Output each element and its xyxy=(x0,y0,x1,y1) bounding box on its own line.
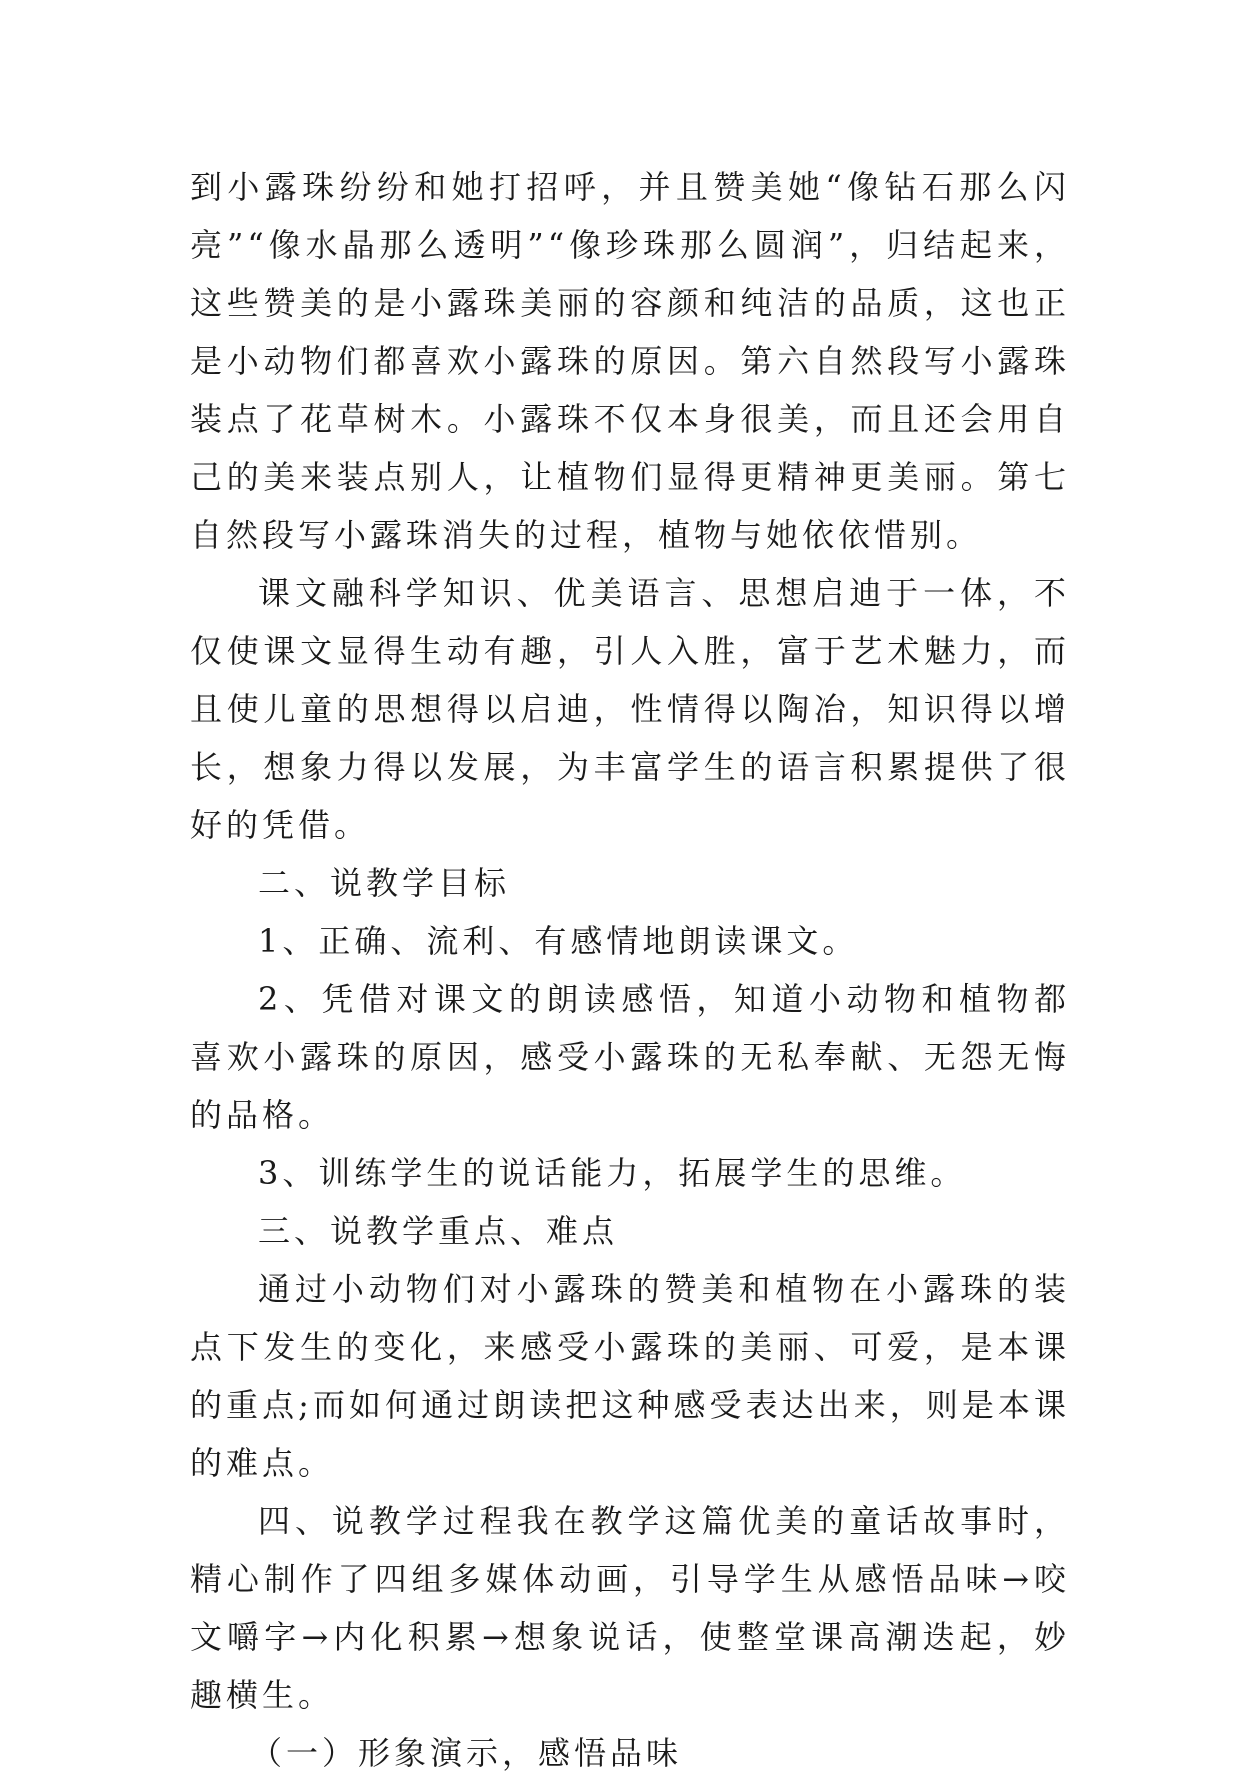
subsection-heading-1: （一）形象演示，感悟品味 xyxy=(250,1734,683,1772)
paragraph-teaching-process: 四、说教学过程我在教学这篇优美的童话故事时，精心制作了四组多媒体动画，引导学生从感悟品味→咬文嚼字→内化积累→想象说话，使整堂课高潮迭起，妙趣横生。 xyxy=(190,1502,1070,1714)
paragraph-key-points: 通过小动物们对小露珠的赞美和植物在小露珠的装点下发生的变化，来感受小露珠的美丽、可爱，是本课的重点;而如何通过朗读把这种感受表达出来，则是本课的难点。 xyxy=(190,1270,1070,1482)
section-heading-objectives: 二、说教学目标 xyxy=(258,864,511,902)
objective-1: 1、正确、流利、有感情地朗读课文。 xyxy=(258,922,859,960)
paragraph-1: 到小露珠纷纷和她打招呼，并且赞美她“像钻石那么闪亮”“像水晶那么透明”“像珍珠那么圆润”，归结起来，这些赞美的是小露珠美丽的容颜和纯洁的品质，这也正是小动物们都喜欢小露珠的原因。第六自然段写小露珠装点了花草树木。小露珠不仅本身很美，而且还会用自己的美来装点别人，让植物们显得更精神更美丽。第七自然段写小露珠消失的过程，植物与她依依惜别。 xyxy=(190,168,1070,554)
objective-3: 3、训练学生的说话能力，拓展学生的思维。 xyxy=(258,1154,967,1192)
objective-2: 2、凭借对课文的朗读感悟，知道小动物和植物都喜欢小露珠的原因，感受小露珠的无私奉献、无怨无悔的品格。 xyxy=(190,980,1070,1134)
paragraph-2: 课文融科学知识、优美语言、思想启迪于一体，不仅使课文显得生动有趣，引人入胜，富于艺术魅力，而且使儿童的思想得以启迪，性情得以陶冶，知识得以增长，想象力得以发展，为丰富学生的语言积累提供了很好的凭借。 xyxy=(190,574,1070,844)
section-heading-key-points: 三、说教学重点、难点 xyxy=(258,1212,619,1250)
document-body xyxy=(190,158,1070,1782)
